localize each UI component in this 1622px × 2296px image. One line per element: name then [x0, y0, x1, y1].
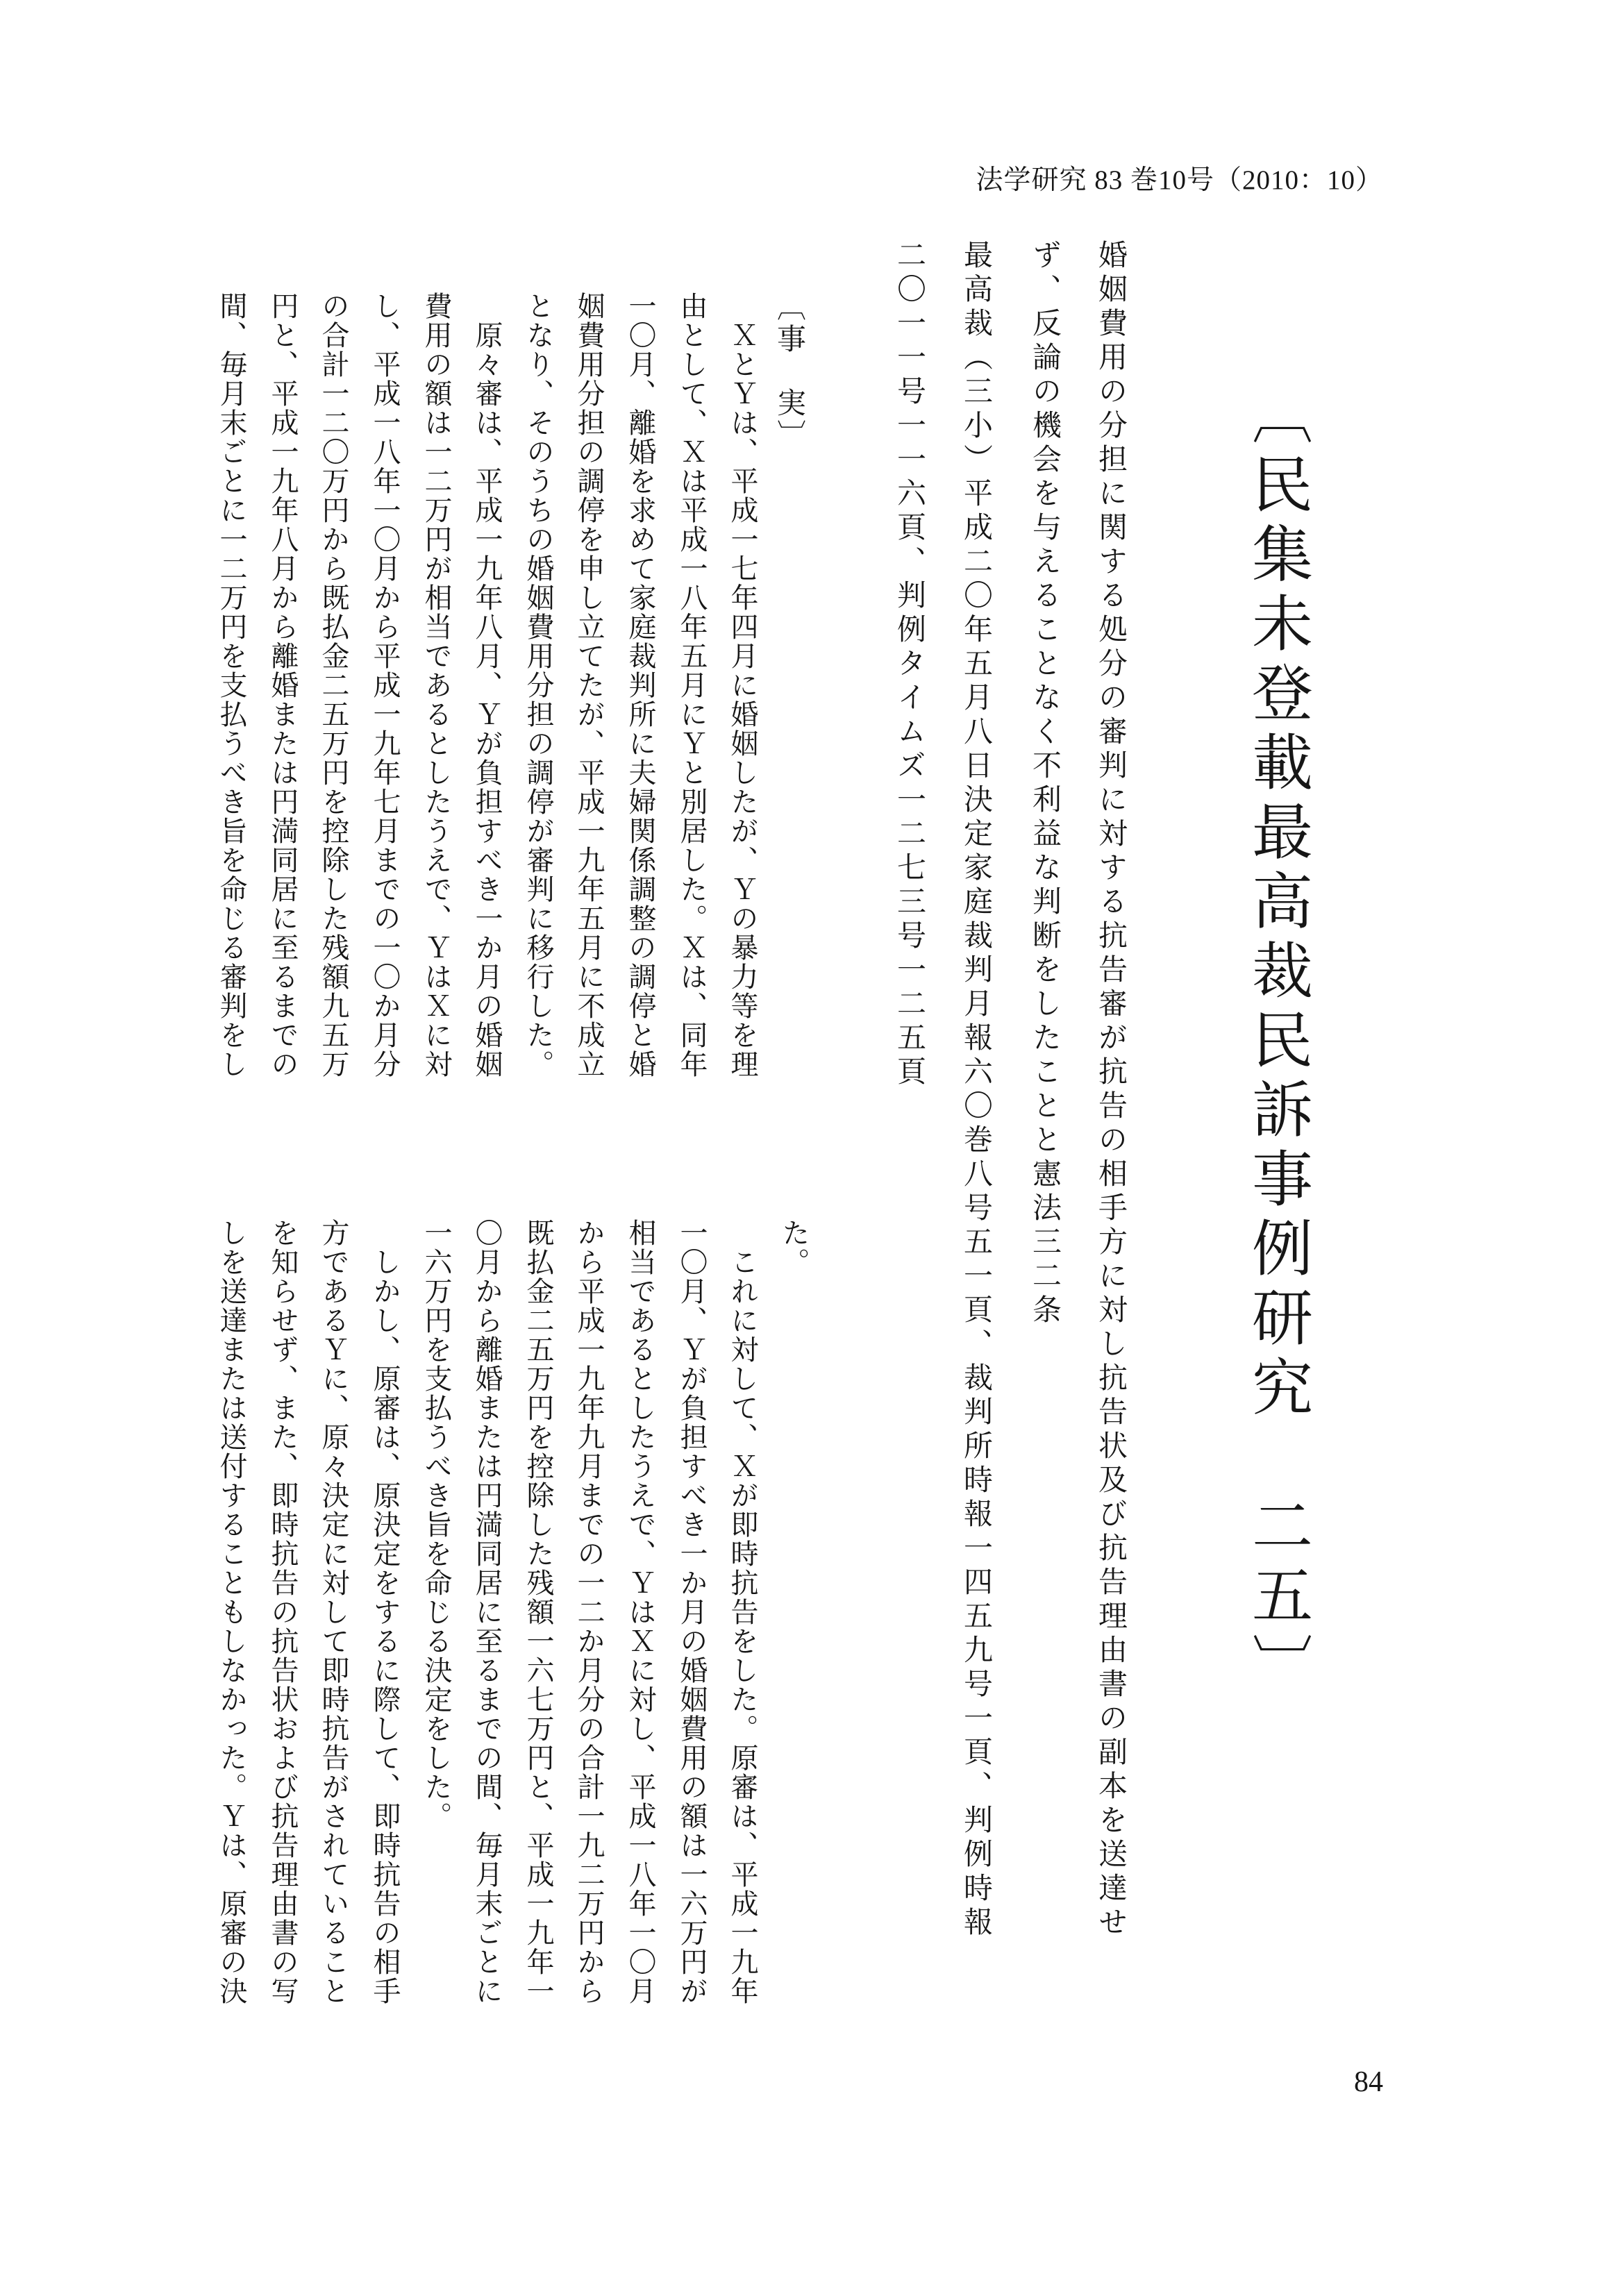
facts-text-line: 原々審は、平成一九年八月、Ｙが負担すべき一か月の婚姻	[471, 292, 503, 1079]
article-title: 〔民集未登載最高裁民訴事例研究 二五〕	[1243, 383, 1310, 1702]
page-number: 84	[1354, 2066, 1383, 2098]
facts-text-line: 一六万円を支払うべき旨を命じる決定をした。	[421, 1218, 452, 1831]
facts-text-line: を知らせず、また、即時抗告の抗告状および抗告理由書の写	[267, 1218, 299, 2006]
facts-text-line: 一〇月、Ｙが負担すべき一か月の婚姻費用の額は一六万円が	[676, 1218, 708, 2006]
facts-text-line: 方であるＹに、原々決定に対して即時抗告がされていること	[318, 1218, 349, 2006]
facts-text-line: これに対して、Ｘが即時抗告をした。原審は、平成一九年	[727, 1218, 758, 2006]
journal-issue-header: 法学研究 83 巻10号（2010：10）	[976, 165, 1383, 195]
facts-text-line: ＸとＹは、平成一七年四月に婚姻したが、Ｙの暴力等を理	[727, 292, 758, 1079]
facts-text-line: 円と、平成一九年八月から離婚または円満同居に至るまでの	[267, 292, 299, 1079]
facts-text-line: の合計一二〇万円から既払金二五万円を控除した残額九五万	[318, 292, 349, 1079]
case-citation-line: 二〇一一号一一六頁、判例タイムズ一二七三号一二五頁	[893, 240, 925, 1090]
facts-text-line: 相当であるとしたうえで、ＹはＸに対し、平成一八年一〇月	[625, 1218, 656, 2006]
facts-text-line: 姻費用分担の調停を申し立てたが、平成一九年五月に不成立	[574, 292, 605, 1079]
facts-text-line: 既払金二五万円を控除した残額一六七万円と、平成一九年一	[523, 1218, 554, 2006]
facts-text-line: から平成一九年九月までの一二か月分の合計一九二万円から	[574, 1218, 605, 2006]
headnote-line: 婚姻費用の分担に関する処分の審判に対する抗告審が抗告の相手方に対し抗告状及び抗告理由書の副本を送達せ	[1094, 240, 1126, 1941]
facts-text-line: となり、そのうちの婚姻費用分担の調停が審判に移行した。	[523, 292, 554, 1079]
facts-text-line: 費用の額は一二万円が相当であるとしたうえで、ＹはＸに対	[421, 292, 452, 1079]
headnote-line: ず、反論の機会を与えることなく不利益な判断をしたことと憲法三二条	[1028, 240, 1060, 1328]
facts-section-heading: 〔事 実〕	[773, 292, 805, 451]
facts-text-line: 由として、Ｘは平成一八年五月にＹと別居した。Ｘは、同年	[676, 292, 708, 1079]
facts-text-line: しかし、原審は、原決定をするに際して、即時抗告の相手	[369, 1218, 401, 2006]
facts-text-line: 間、毎月末ごとに一二万円を支払うべき旨を命じる審判をし	[216, 292, 247, 1079]
facts-text-line: 〇月から離婚または円満同居に至るまでの間、毎月末ごとに	[471, 1218, 503, 2006]
facts-text-line: し、平成一八年一〇月から平成一九年七月までの一〇か月分	[369, 292, 401, 1079]
facts-text-line: た。	[778, 1218, 810, 1277]
facts-text-line: しを送達または送付することもしなかった。Ｙは、原審の決	[216, 1218, 247, 2006]
case-citation-line: 最高裁（三小）平成二〇年五月八日決定家庭裁判月報六〇巻八号五一頁、裁判所時報一四五九号一頁、判例時報	[960, 240, 992, 1941]
facts-text-line: 一〇月、離婚を求めて家庭裁判所に夫婦関係調整の調停と婚	[625, 292, 656, 1079]
